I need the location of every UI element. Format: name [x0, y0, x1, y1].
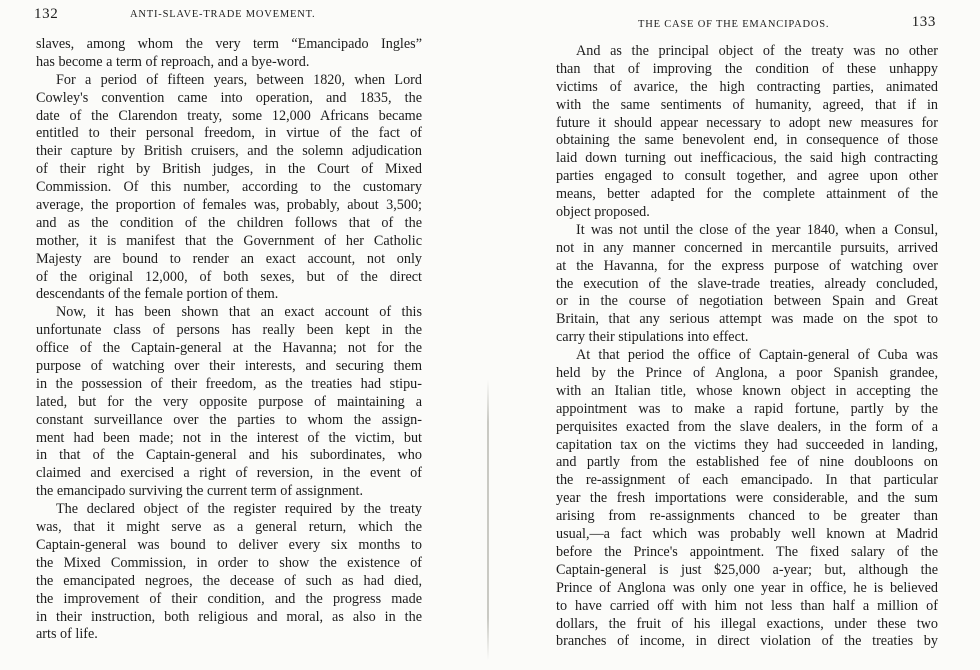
- text-line: perquisites exacted from the slave dealers, in the form of a: [556, 418, 938, 435]
- text-line: office of the Captain-general at the Havanna; not for the: [36, 340, 422, 357]
- text-line: the emancipado surviving the current term of assignment.: [36, 483, 364, 500]
- text-line: It was not until the close of the year 1840, when a Consul,: [576, 221, 938, 238]
- text-line: Now, it has been shown that an exact account of this: [56, 304, 422, 321]
- left-page-header: [34, 8, 422, 28]
- text-line: the execution of the slave-trade treaties, already concluded,: [556, 275, 938, 292]
- text-line: appointment was to make a rapid fortune, partly by the: [556, 400, 938, 417]
- text-line: carry their stipulations into effect.: [556, 329, 749, 346]
- text-line: at the Havanna, for the express purpose of watching over: [556, 257, 938, 274]
- text-line: usual,—a fact which was probably well known at Madrid: [556, 526, 938, 543]
- text-line: arising from re-assignments chanced to be greater than: [556, 508, 938, 525]
- text-line: not in any manner concerned in mercantile pursuits, arrived: [556, 239, 938, 256]
- text-line: of their right by British judges, in the Court of Mixed: [36, 161, 422, 178]
- text-line: in the possession of their freedom, as the treaties had stipu-: [36, 375, 422, 392]
- text-line: laid down turning out inefficacious, the said high contracting: [556, 150, 938, 167]
- text-line: For a period of fifteen years, between 1820, when Lord: [56, 71, 422, 88]
- text-line: unfortunate class of persons has really been kept in the: [36, 322, 422, 339]
- text-line: with the same sentiments of humanity, agreed, that if in: [556, 96, 938, 113]
- text-line: the re-assignment of each emancipado. In that particular: [556, 472, 938, 489]
- text-line: than that of improving the condition of these unhappy: [556, 60, 938, 77]
- text-line: Cowley's convention came into operation, and 1835, the: [36, 89, 422, 106]
- text-line: ment had been made; not in the interest of the victim, but: [36, 429, 422, 446]
- right-page-body: [556, 43, 938, 651]
- page-number: 133: [911, 14, 936, 30]
- text-line: year the fresh importations were considerable, and the sum: [556, 490, 938, 507]
- left-page-body: [36, 36, 422, 644]
- text-line: to have carried off with him not less than half a million of: [556, 597, 938, 614]
- text-line: parties engaged to consult together, and agree upon other: [556, 168, 938, 185]
- text-line: entitled to their personal freedom, in virtue of the fact of: [36, 125, 422, 142]
- text-line: the emancipated negroes, the decease of such as had died,: [36, 572, 422, 589]
- text-line: in that of the Captain-general and his subordinates, who: [36, 447, 422, 464]
- text-line: Captain-general is just $25,000 a-year; but, although the: [556, 561, 938, 578]
- text-line: in their instruction, both religious and moral, as also in the: [36, 608, 422, 625]
- text-line: And as the principal object of the treaty was no other: [576, 43, 938, 59]
- text-line: At that period the office of Captain-general of Cuba was: [576, 347, 938, 364]
- text-line: lated, but for the very opposite purpose of maintaining a: [36, 393, 422, 410]
- text-line: the improvement of their condition, and the progress made: [36, 590, 422, 607]
- text-line: dollars, the fruit of his illegal exactions, under these two: [556, 615, 938, 632]
- text-line: future it should appear necessary to adopt new measures for: [556, 114, 938, 131]
- text-line: branches of income, in direct violation of the treaties by: [556, 633, 938, 650]
- text-line: average, the proportion of females was, probably, about 3,500;: [36, 197, 422, 214]
- text-line: Britain, that any serious attempt was made on the spot to: [556, 311, 938, 328]
- text-line: was, that it might serve as a general return, which the: [36, 519, 422, 536]
- text-line: victims of avarice, the high contracting parties, animated: [556, 78, 938, 95]
- text-line: The declared object of the register required by the treaty: [56, 501, 422, 518]
- text-line: purpose of watching over their interests, and securing them: [36, 358, 422, 375]
- text-line: their capture by British cruisers, and the solemn adjudication: [36, 143, 422, 160]
- page-number: 132: [34, 6, 59, 22]
- text-line: arts of life.: [36, 626, 98, 643]
- text-line: of the original 12,000, of both sexes, but of the direct: [36, 268, 422, 285]
- text-line: descendants of the female portion of them.: [36, 286, 279, 303]
- text-line: mother, it is manifest that the Government of her Catholic: [36, 232, 422, 249]
- text-line: Majesty are bound to render an exact account, not only: [36, 250, 422, 267]
- text-line: claimed and exercised a right of reversion, in the event of: [36, 465, 422, 482]
- text-line: slaves, among whom the very term “Emancipado Ingles”: [36, 36, 422, 52]
- gutter-line: [487, 380, 489, 660]
- text-line: capitation tax on the victims they had succeeded in landing,: [556, 436, 938, 453]
- right-page-header: [556, 8, 936, 32]
- text-line: with an Italian title, whose known object in accepting the: [556, 382, 938, 399]
- running-head: THE CASE OF THE EMANCIPADOS.: [638, 19, 830, 30]
- text-line: Captain-general was bound to deliver every six months to: [36, 536, 422, 553]
- text-line: date of the Clarendon treaty, some 12,000 Africans became: [36, 107, 422, 124]
- text-line: before the Prince's appointment. The fixed salary of the: [556, 543, 938, 560]
- running-head: ANTI-SLAVE-TRADE MOVEMENT.: [130, 9, 316, 20]
- text-line: Prince of Anglona was only one year in office, he is believed: [556, 579, 938, 596]
- text-line: constant surveillance over the parties to whom the assign-: [36, 411, 422, 428]
- text-line: has become a term of reproach, and a bye-word.: [36, 53, 310, 70]
- text-line: obtaining the same benevolent end, in consequence of those: [556, 132, 938, 149]
- text-line: and as the condition of the children follows that of the: [36, 214, 422, 231]
- text-line: Commission. Of this number, according to the customary: [36, 179, 422, 196]
- text-line: held by the Prince of Anglona, a poor Spanish grandee,: [556, 365, 938, 382]
- text-line: the Mixed Commission, in order to show the existence of: [36, 554, 422, 571]
- text-line: and partly from the established fee of nine doubloons on: [556, 454, 938, 471]
- text-line: object proposed.: [556, 204, 650, 221]
- text-line: or in the course of negotiation between Spain and Great: [556, 293, 938, 310]
- text-line: means, better adapted for the complete attainment of the: [556, 186, 938, 203]
